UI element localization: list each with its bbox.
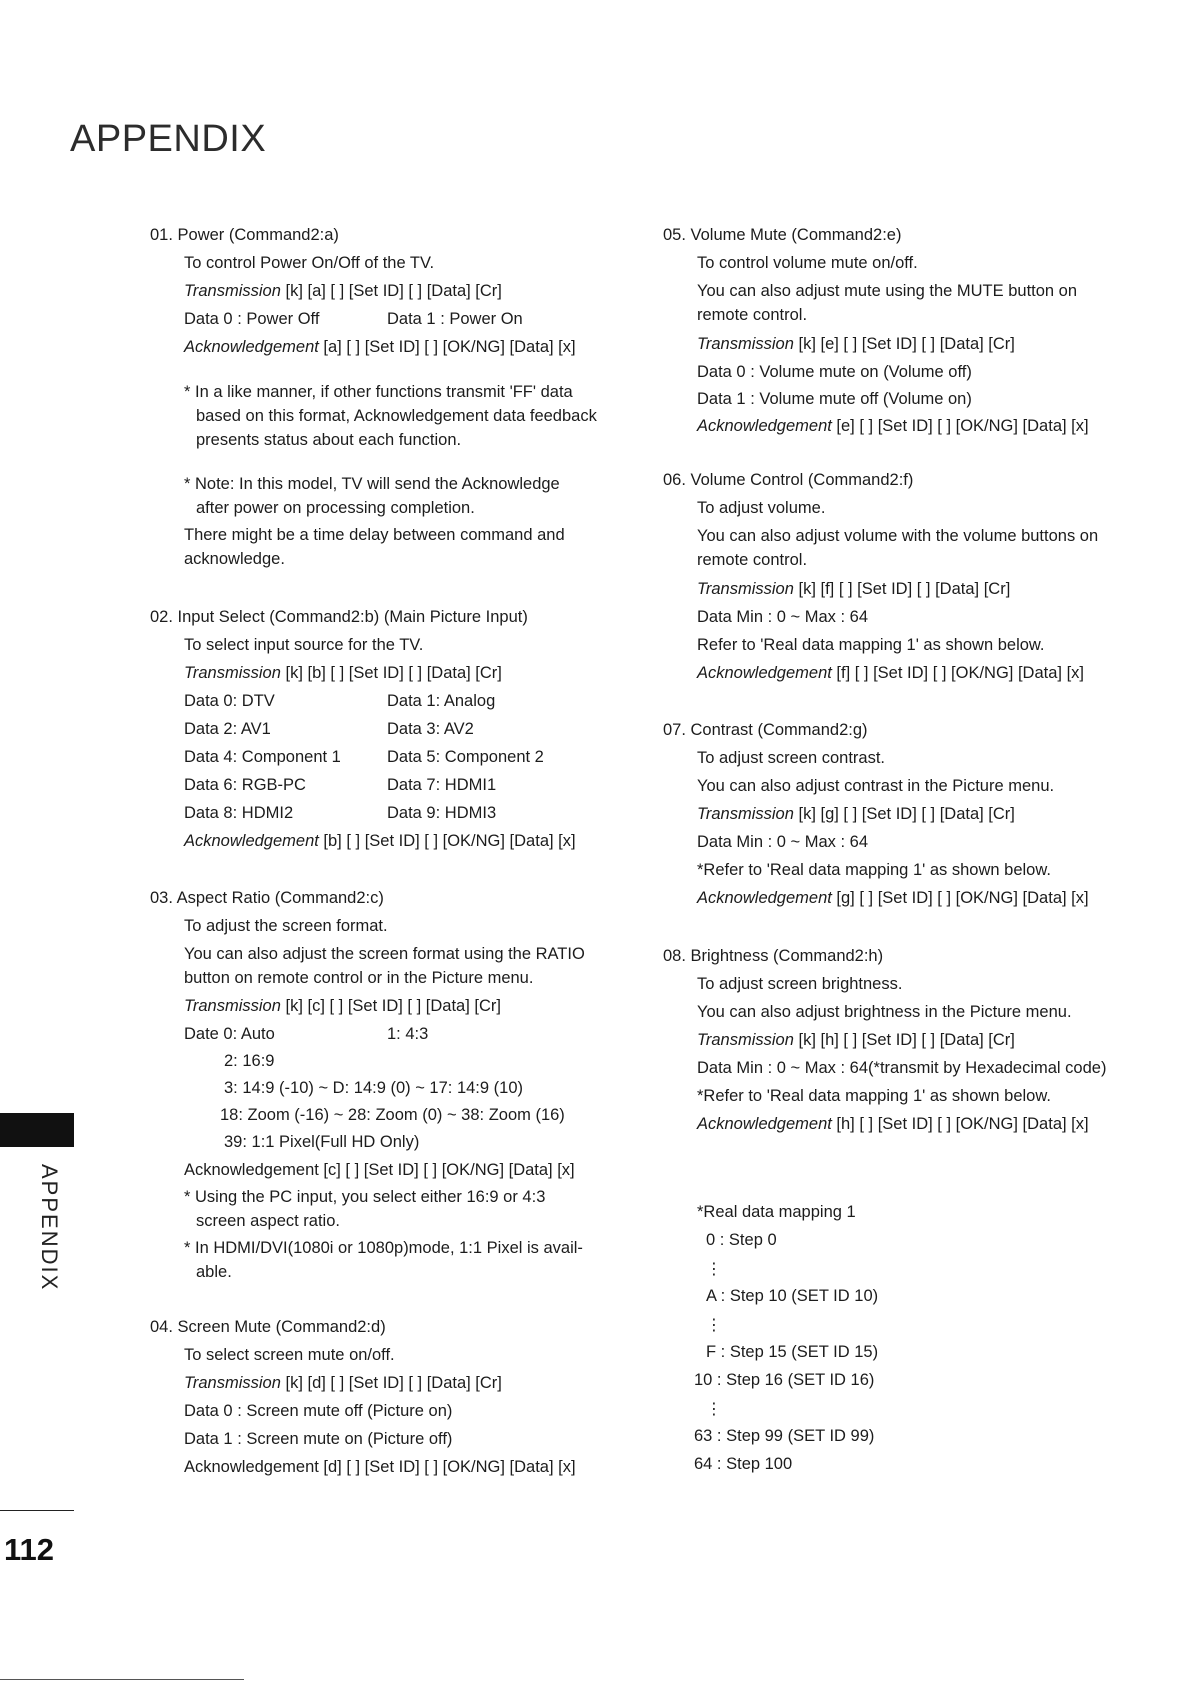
acknowledgement-line	[697, 887, 1089, 909]
acknowledgement-format: [h] [ ] [Set ID] [ ] [OK/NG] [Data] [x]	[836, 1115, 1089, 1133]
section-desc: You can also adjust contrast in the Picture menu.	[697, 777, 1055, 795]
section-desc: You can also adjust volume with the volume buttons on	[697, 527, 1099, 545]
note-line: There might be a time delay between command and	[184, 526, 565, 544]
data-value: Data 3: AV2	[387, 720, 474, 738]
data-value: Data 1 : Screen mute on (Picture off)	[184, 1430, 453, 1448]
transmission-line	[184, 280, 502, 302]
transmission-label: Transmission	[697, 1031, 794, 1049]
footer-rule	[0, 1510, 74, 1511]
data-value: 2: 16:9	[224, 1052, 275, 1070]
mapping-row: 64 : Step 100	[694, 1455, 793, 1473]
refer-note: *Refer to 'Real data mapping 1' as shown below.	[697, 1087, 1051, 1105]
transmission-line	[697, 578, 1010, 600]
side-tab-label: APPENDIX	[37, 1164, 62, 1292]
transmission-format: [k] [b] [ ] [Set ID] [ ] [Data] [Cr]	[285, 664, 502, 682]
transmission-format: [k] [f] [ ] [Set ID] [ ] [Data] [Cr]	[798, 580, 1011, 598]
data-range: Data Min : 0 ~ Max : 64(*transmit by Hexadecimal code)	[697, 1059, 1107, 1077]
acknowledgement-format: [e] [ ] [Set ID] [ ] [OK/NG] [Data] [x]	[836, 417, 1089, 435]
acknowledgement-format: [b] [ ] [Set ID] [ ] [OK/NG] [Data] [x]	[323, 832, 576, 850]
transmission-label: Transmission	[184, 1374, 281, 1392]
section-heading-contrast: 07. Contrast (Command2:g)	[663, 721, 868, 739]
page-title: APPENDIX	[70, 118, 267, 160]
page-number: 112	[4, 1532, 55, 1567]
section-desc: To select screen mute on/off.	[184, 1346, 395, 1364]
acknowledgement-line: Acknowledgement [c] [ ] [Set ID] [ ] [OK/NG] [Data] [x]	[184, 1161, 575, 1179]
transmission-format: [k] [a] [ ] [Set ID] [ ] [Data] [Cr]	[285, 282, 502, 300]
transmission-format: [k] [d] [ ] [Set ID] [ ] [Data] [Cr]	[285, 1374, 502, 1392]
acknowledgement-line	[697, 415, 1089, 437]
section-heading-screen-mute: 04. Screen Mute (Command2:d)	[150, 1318, 386, 1336]
refer-note: *Refer to 'Real data mapping 1' as shown below.	[697, 861, 1051, 879]
note-line: presents status about each function.	[196, 431, 462, 449]
note-line: * In HDMI/DVI(1080i or 1080p)mode, 1:1 Pixel is avail-	[184, 1239, 583, 1257]
acknowledgement-label: Acknowledgement	[697, 417, 832, 435]
data-value: Data 0 : Power Off	[184, 310, 320, 328]
mapping-title: *Real data mapping 1	[697, 1203, 856, 1221]
data-value: Data 0: DTV	[184, 692, 275, 710]
data-value: Data 1: Analog	[387, 692, 496, 710]
side-tab-marker	[0, 1113, 74, 1147]
acknowledgement-label: Acknowledgement	[697, 664, 832, 682]
acknowledgement-line	[697, 662, 1084, 684]
transmission-label: Transmission	[184, 997, 281, 1015]
mapping-row: 10 : Step 16 (SET ID 16)	[694, 1371, 875, 1389]
section-desc: remote control.	[697, 306, 808, 324]
transmission-line	[184, 662, 502, 684]
section-desc: To adjust screen contrast.	[697, 749, 886, 767]
transmission-format: [k] [e] [ ] [Set ID] [ ] [Data] [Cr]	[798, 335, 1015, 353]
section-heading-brightness: 08. Brightness (Command2:h)	[663, 947, 884, 965]
data-value: Data 9: HDMI3	[387, 804, 497, 822]
data-value: Data 5: Component 2	[387, 748, 544, 766]
data-value: 3: 14:9 (-10) ~ D: 14:9 (0) ~ 17: 14:9 (10)	[224, 1079, 523, 1097]
section-desc: To select input source for the TV.	[184, 636, 424, 654]
bottom-rule	[0, 1679, 244, 1680]
acknowledgement-line	[184, 830, 576, 852]
mapping-row: 0 : Step 0	[706, 1231, 777, 1249]
mapping-row: F : Step 15 (SET ID 15)	[706, 1343, 879, 1361]
transmission-line	[697, 1029, 1015, 1051]
acknowledgement-format: [f] [ ] [Set ID] [ ] [OK/NG] [Data] [x]	[836, 664, 1084, 682]
data-value: 18: Zoom (-16) ~ 28: Zoom (0) ~ 38: Zoom (16)	[220, 1106, 565, 1124]
note-line: * In a like manner, if other functions transmit 'FF' data	[184, 383, 573, 401]
acknowledgement-line: Acknowledgement [d] [ ] [Set ID] [ ] [OK/NG] [Data] [x]	[184, 1458, 576, 1476]
transmission-label: Transmission	[697, 335, 794, 353]
data-value: Data 0 : Volume mute on (Volume off)	[697, 363, 972, 381]
transmission-line	[184, 1372, 502, 1394]
note-line: based on this format, Acknowledgement data feedback	[196, 407, 597, 425]
note-line: after power on processing completion.	[196, 499, 475, 517]
section-heading-aspect-ratio: 03. Aspect Ratio (Command2:c)	[150, 889, 384, 907]
acknowledgement-label: Acknowledgement	[184, 832, 319, 850]
acknowledgement-line	[184, 336, 576, 358]
data-range: Data Min : 0 ~ Max : 64	[697, 833, 869, 851]
data-value: Date 0: Auto	[184, 1025, 275, 1043]
transmission-line	[697, 333, 1015, 355]
acknowledgement-format: [g] [ ] [Set ID] [ ] [OK/NG] [Data] [x]	[836, 889, 1089, 907]
section-desc: button on remote control or in the Picture menu.	[184, 969, 534, 987]
section-heading-volume-control: 06. Volume Control (Command2:f)	[663, 471, 914, 489]
data-value: 39: 1:1 Pixel(Full HD Only)	[224, 1133, 420, 1151]
section-desc: You can also adjust brightness in the Picture menu.	[697, 1003, 1072, 1021]
note-line: screen aspect ratio.	[196, 1212, 340, 1230]
mapping-row: 63 : Step 99 (SET ID 99)	[694, 1427, 875, 1445]
section-desc: To adjust volume.	[697, 499, 826, 517]
data-value: Data 0 : Screen mute off (Picture on)	[184, 1402, 453, 1420]
data-range: Data Min : 0 ~ Max : 64	[697, 608, 869, 626]
section-desc: To control volume mute on/off.	[697, 254, 918, 272]
acknowledgement-label: Acknowledgement	[697, 1115, 832, 1133]
mapping-ellipsis: ⋮	[706, 1261, 722, 1278]
transmission-label: Transmission	[697, 580, 794, 598]
section-heading-input-select: 02. Input Select (Command2:b) (Main Picture Input)	[150, 608, 528, 626]
data-value: Data 7: HDMI1	[387, 776, 497, 794]
mapping-row: A : Step 10 (SET ID 10)	[706, 1287, 879, 1305]
section-desc: To control Power On/Off of the TV.	[184, 254, 435, 272]
acknowledgement-label: Acknowledgement	[697, 889, 832, 907]
transmission-label: Transmission	[697, 805, 794, 823]
section-desc: You can also adjust the screen format using the RATIO	[184, 945, 585, 963]
data-value: Data 1 : Power On	[387, 310, 523, 328]
data-value: Data 4: Component 1	[184, 748, 341, 766]
transmission-format: [k] [h] [ ] [Set ID] [ ] [Data] [Cr]	[798, 1031, 1015, 1049]
transmission-format: [k] [g] [ ] [Set ID] [ ] [Data] [Cr]	[798, 805, 1015, 823]
data-value: Data 1 : Volume mute off (Volume on)	[697, 390, 972, 408]
acknowledgement-label: Acknowledgement	[184, 338, 319, 356]
acknowledgement-line	[697, 1113, 1089, 1135]
section-desc: To adjust screen brightness.	[697, 975, 903, 993]
transmission-line	[184, 995, 501, 1017]
refer-note: Refer to 'Real data mapping 1' as shown below.	[697, 636, 1045, 654]
note-line: acknowledge.	[184, 550, 285, 568]
note-line: * Note: In this model, TV will send the Acknowledge	[184, 475, 560, 493]
data-value: Data 2: AV1	[184, 720, 271, 738]
transmission-format: [k] [c] [ ] [Set ID] [ ] [Data] [Cr]	[285, 997, 501, 1015]
data-value: Data 8: HDMI2	[184, 804, 294, 822]
section-desc: You can also adjust mute using the MUTE button on	[697, 282, 1078, 300]
mapping-ellipsis: ⋮	[706, 1401, 722, 1418]
section-desc: remote control.	[697, 551, 808, 569]
section-heading-power: 01. Power (Command2:a)	[150, 226, 339, 244]
section-heading-volume-mute: 05. Volume Mute (Command2:e)	[663, 226, 902, 244]
mapping-ellipsis: ⋮	[706, 1317, 722, 1334]
note-line: * Using the PC input, you select either 16:9 or 4:3	[184, 1188, 546, 1206]
section-desc: To adjust the screen format.	[184, 917, 388, 935]
transmission-label: Transmission	[184, 664, 281, 682]
data-value: Data 6: RGB-PC	[184, 776, 306, 794]
transmission-line	[697, 803, 1015, 825]
data-value: 1: 4:3	[387, 1025, 429, 1043]
acknowledgement-format: [a] [ ] [Set ID] [ ] [OK/NG] [Data] [x]	[323, 338, 576, 356]
note-line: able.	[196, 1263, 232, 1281]
transmission-label: Transmission	[184, 282, 281, 300]
